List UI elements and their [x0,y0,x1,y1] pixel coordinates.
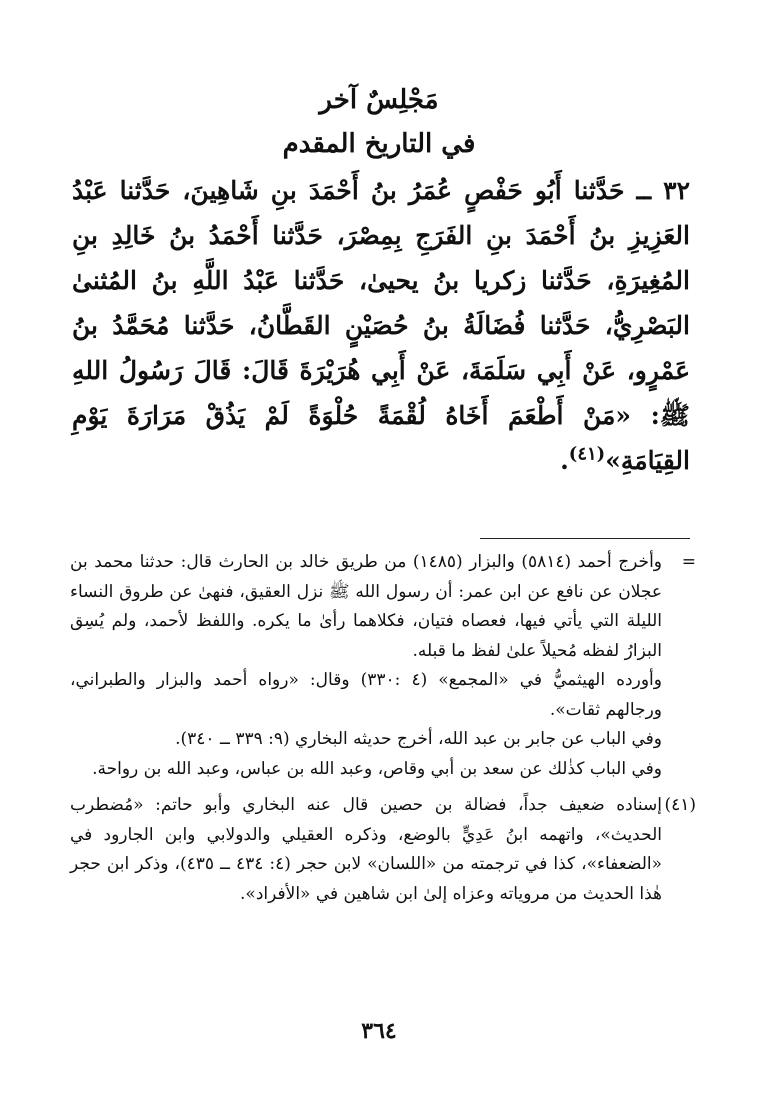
footnote-paragraph: إسناده ضعيف جداً، فضالة بن حصين قال عنه البخاري وأبو حاتم: «مُضطرب الحديث»، واتهمه ابنُ عَدِيٍّ بالوضع، وذكره العقيلي والدولابي وابن الجارود في «الضعفاء»، كذا في ترجمته من «اللسان» لابن حجر (٤: ٤٣٤ ــ ٤٣٥)، وذكر ابن حجر هٰذا الحديث من مروياته وعزاه إلىٰ ابن شاهين في «الأفراد». [70,795,663,904]
footnote-41 [70,791,696,909]
hadith-body: ٣٢ ــ حَدَّثنا أَبُو حَفْصٍ عُمَرُ بنُ أَحْمَدَ بنِ شَاهِينَ، حَدَّثنا عَبْدُ العَزِيزِ بنُ أَحْمَدَ بنِ الفَرَجِ بِمِصْرَ، حَدَّثنا أَحْمَدُ بنُ خَالِدِ بنِ المُغِيرَةِ، حَدَّثنا زكريا بنُ يحيىٰ، حَدَّثنا عَبْدُ اللَّهِ بنُ المُثنىٰ البَصْرِيُّ، حَدَّثنا فُضَالَةُ بنُ حُصَيْنٍ القَطَّانُ، حَدَّثنا مُحَمَّدُ بنُ عَمْرٍو، عَنْ أَبِي سَلَمَةَ، عَنْ أَبِي هُرَيْرَةَ قَالَ: قَالَ رَسُولُ اللهِ ﷺ: «مَنْ أَطْعَمَ أَخَاهُ لُقْمَةً حُلْوَةً لَمْ يَذُقْ مَرَارَةَ يَوْمِ القِيَامَةِ» [72,176,690,475]
page-number: ٣٦٤ [361,1018,397,1044]
footnote-paragraph: وأورده الهيثميُّ في «المجمع» (٤ :٣٣٠) وقال: «رواه أحمد والبزار والطبراني، ورجالهم ثقات». [70,670,662,720]
hadith-end-mark: . [560,446,569,475]
footnote-number: (٤١) [664,795,696,815]
majlis-title: مَجْلِسٌ آخر [319,85,439,115]
footnote-separator [480,538,690,539]
footnote-paragraph: وأخرج أحمد (٥٨١٤) والبزار (١٤٨٥) من طريق خالد بن الحارث قال: حدثنا محمد بن عجلان عن نافع عن ابن عمر: أن رسول الله ﷺ نزل العقيق، فنهىٰ عن طروق النساء الليلة التي يأتي فيها، فعصاه فتيان، فكلاهما رأىٰ ما يكره. واللفظ لأحمد، ولم يُسِق البزارُ لفظه مُحيلاً علىٰ لفظ ما قبله. [70,552,663,661]
footnote-continuation [70,548,696,784]
footnotes-block [70,548,696,909]
footnote-reference: (٤١) [568,443,606,465]
heading-block [0,78,758,166]
footnote-paragraph: وفي الباب كذٰلك عن سعد بن أبي وقاص، وعبد الله بن عباس، وعبد الله بن رواحة. [92,758,662,779]
hadith-text [72,168,690,483]
continuation-marker: = [681,552,696,572]
section-subtitle: في التاريخ المقدم [282,129,476,159]
footnote-paragraph: وفي الباب عن جابر بن عبد الله، أخرج حديثه البخاري (٩: ٣٣٩ ــ ٣٤٠). [175,729,662,749]
